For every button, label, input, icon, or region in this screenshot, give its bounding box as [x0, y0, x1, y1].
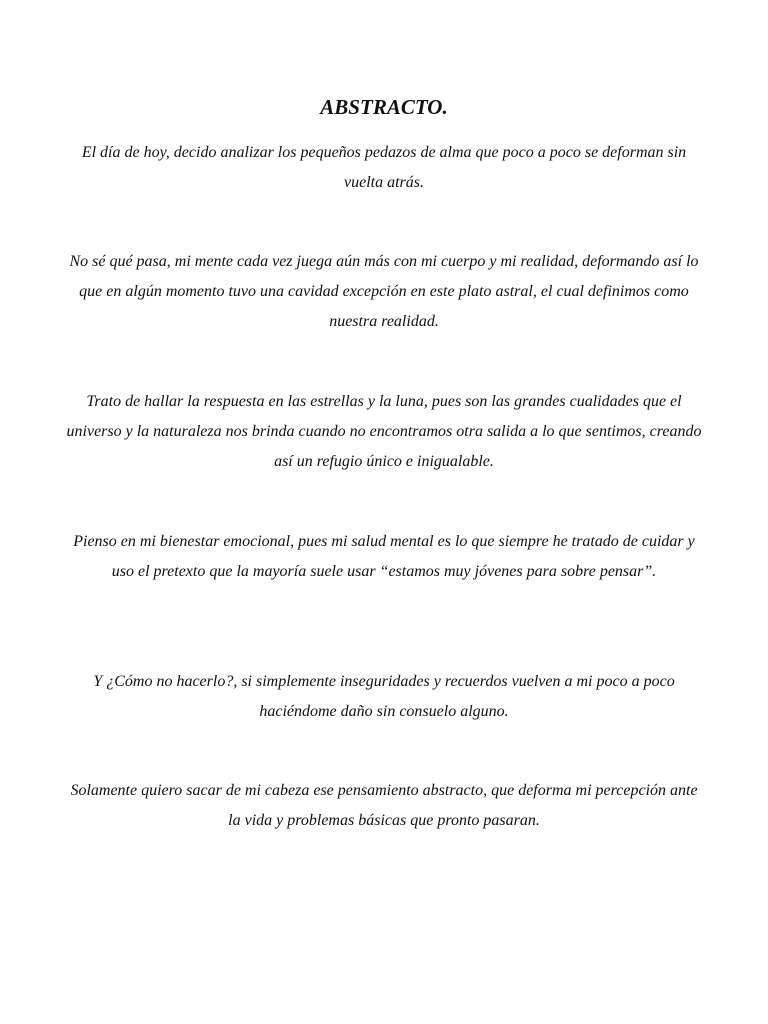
document-title: ABSTRACTO.	[320, 95, 448, 119]
paragraph-6: Solamente quiero sacar de mi cabeza ese pensamiento abstracto, que deforma mi percepción ante la vida y problemas básicas que pronto pasaran.	[70, 782, 698, 829]
paragraph-5: Y ¿Cómo no hacerlo?, si simplemente inseguridades y recuerdos vuelven a mi poco a poco haciéndome daño sin consuelo alguno.	[93, 673, 675, 720]
paragraph-1: El día de hoy, decido analizar los pequeños pedazos de alma que poco a poco se deforman sin vuelta atrás.	[81, 144, 687, 191]
paragraph-2: No sé qué pasa, mi mente cada vez juega aún más con mi cuerpo y mi realidad, deformando así lo que en algún momento tuvo una cavidad excepción en este plato astral, el cual definimos como nuestra realidad.	[69, 253, 699, 330]
paragraph-3: Trato de hallar la respuesta en las estrellas y la luna, pues son las grandes cualidades que el universo y la naturaleza nos brinda cuando no encontramos otra salida a lo que sentimos, creando así un refugio único e inigualable.	[66, 393, 702, 470]
paragraph-4: Pienso en mi bienestar emocional, pues mi salud mental es lo que siempre he tratado de cuidar y uso el pretexto que la mayoría suele usar “estamos muy jóvenes para sobre pensar”.	[73, 533, 695, 580]
